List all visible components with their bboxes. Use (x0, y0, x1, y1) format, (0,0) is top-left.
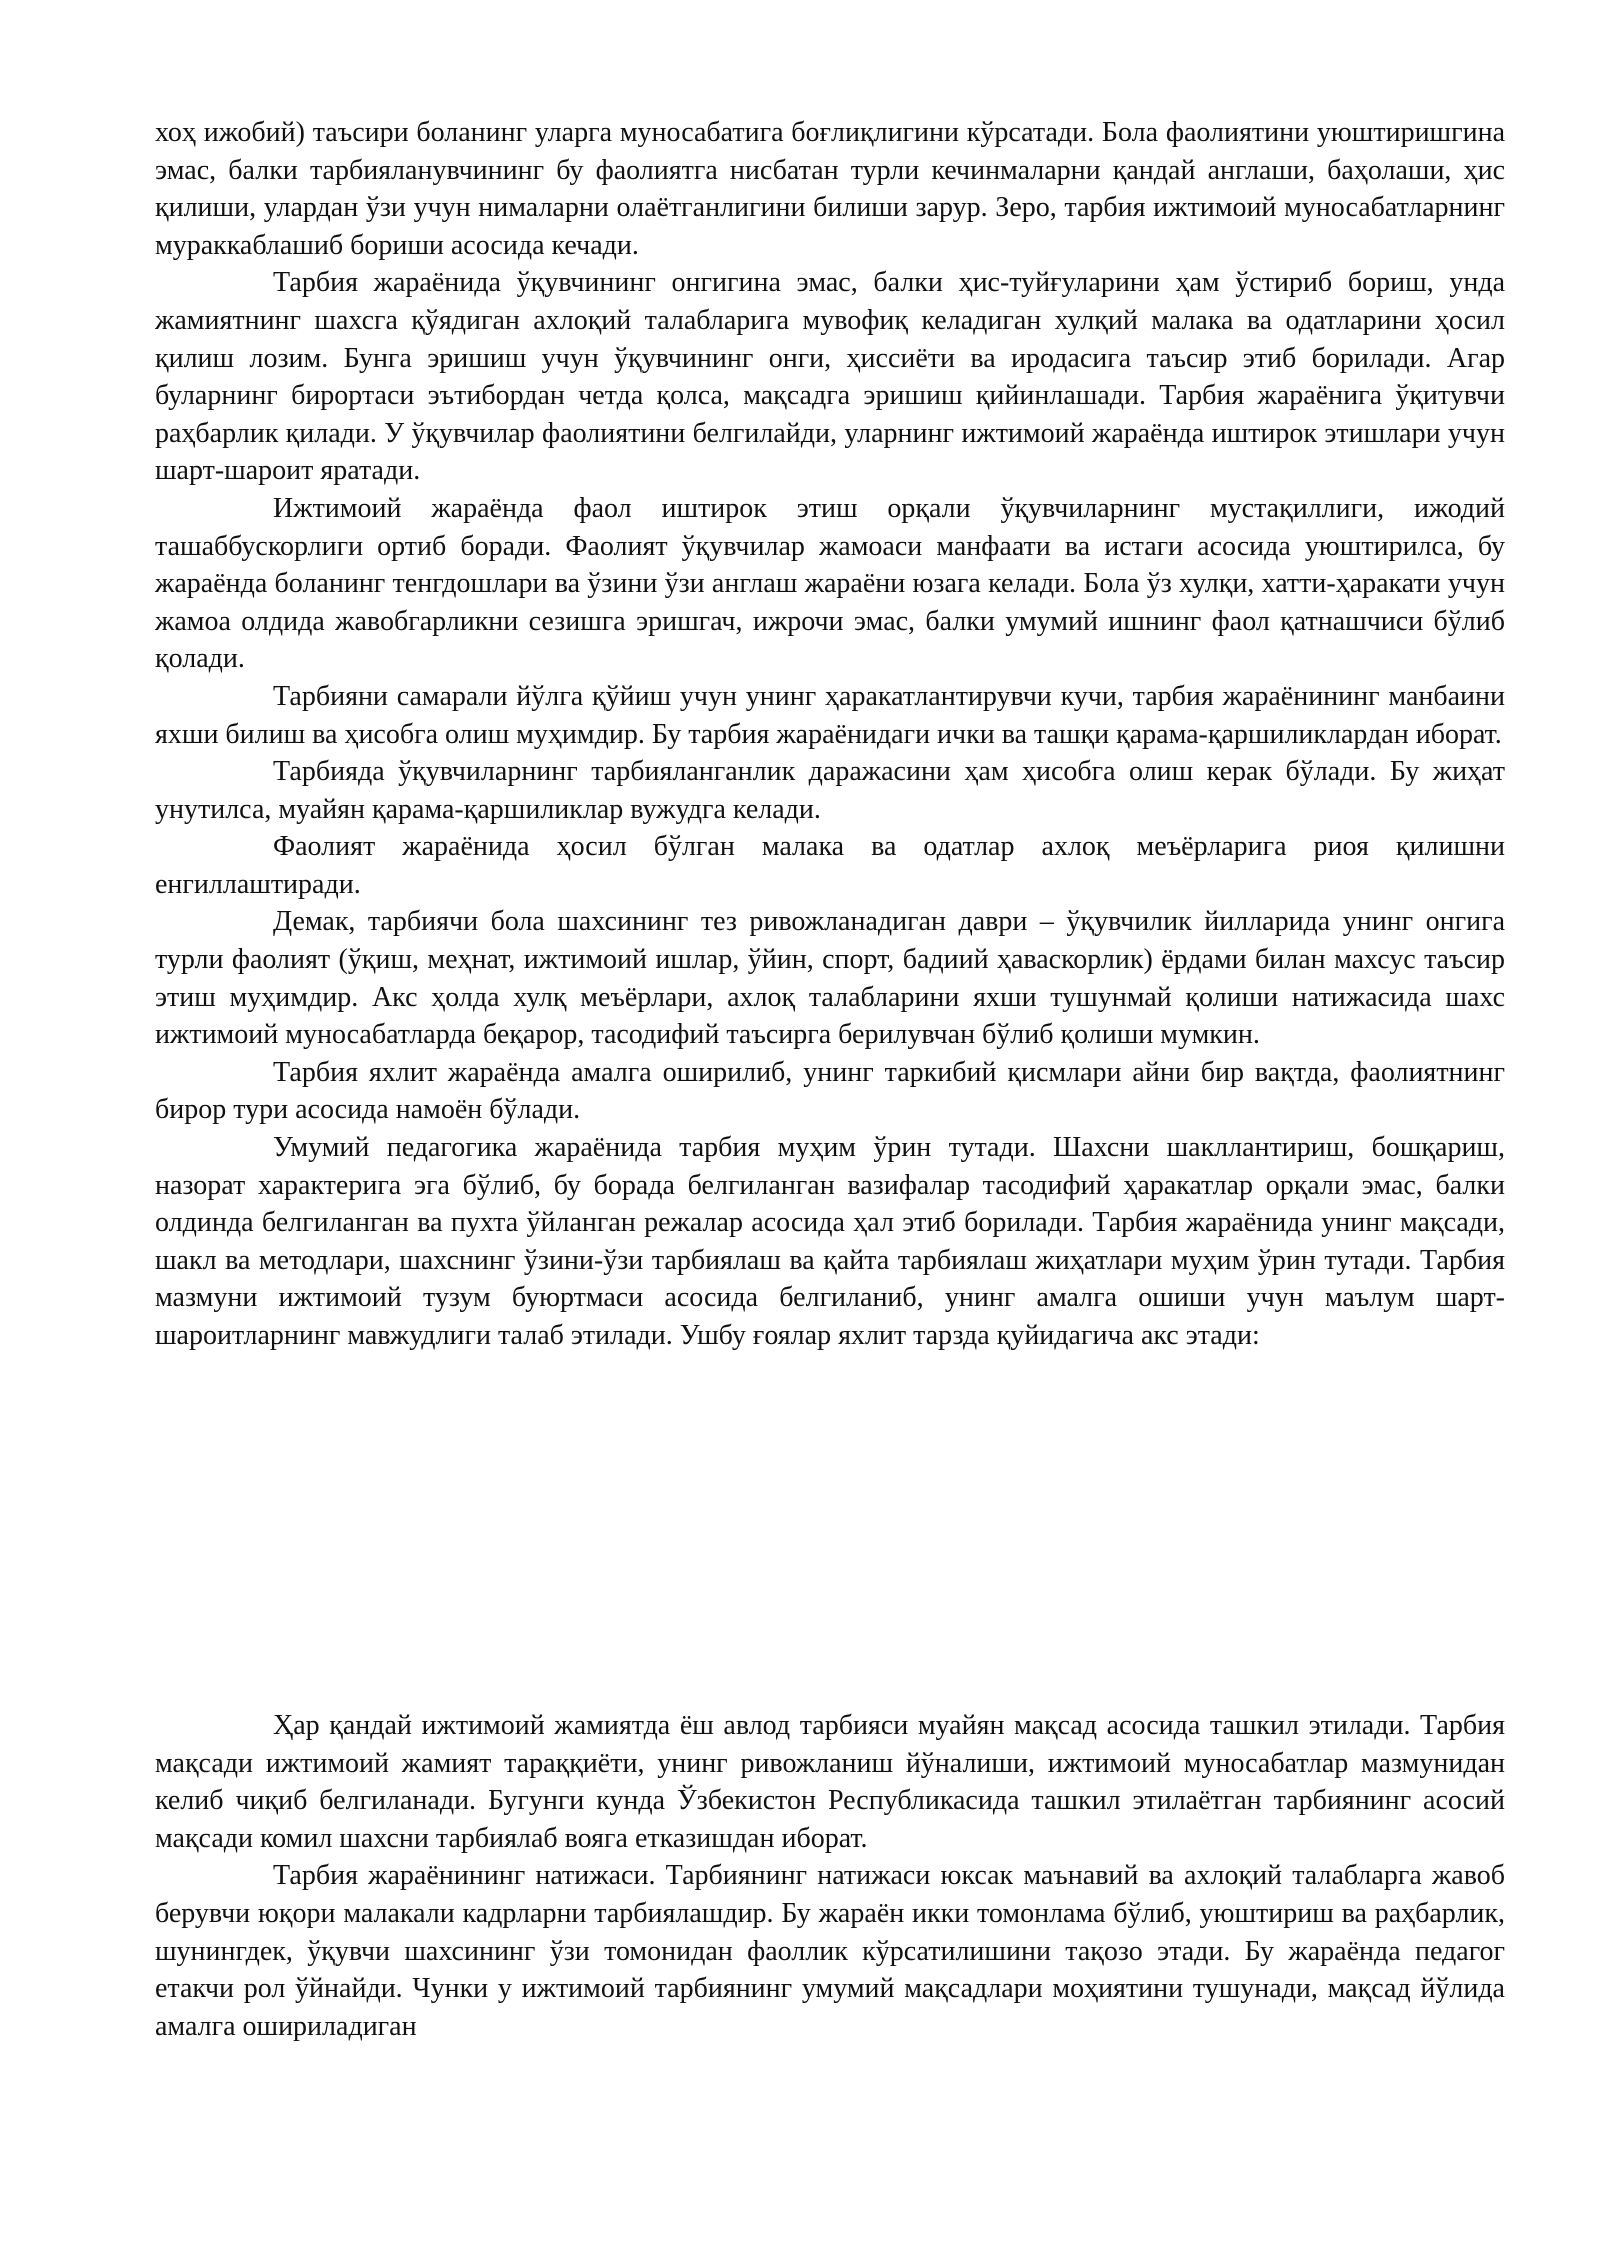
paragraph: Ҳар қандай ижтимоий жамиятда ёш авлод тарбияси муайян мақсад асосида ташкил этилади. Тарбия мақсади ижтимоий жамият тараққиёти, унинг ривожланиш йўналиши, ижтимоий муносабатлар мазмунидан келиб чиқиб белгиланади. Бугунги кунда Ўзбекистон Республикасида ташкил этилаётган тарбиянинг асосий мақсади комил шахсни тарбиялаб вояга етказишдан иборат. (155, 1710, 1505, 1854)
paragraph: Тарбия жараёнида ўқувчининг онгигина эмас, балки ҳис-туйғуларини ҳам ўстириб бориш, унда жамиятнинг шахсга қўядиган ахлоқий талабларига мувофиқ келадиган хулқий малака ва одатларини ҳосил қилиш лозим. Бунга эришиш учун ўқувчининг онги, ҳиссиёти ва иродасига таъсир этиб борилади. Агар буларнинг бирортаси эътибордан четда қолса, мақсадга эришиш қийинлашади. Тарбия жараёнига ўқитувчи раҳбарлик қилади. У ўқувчилар фаолиятини белгилайди, уларнинг ижтимоий жараёнда иштирок этишлари учун шарт-шароит яратади. (155, 267, 1505, 487)
text-block-bottom (155, 1707, 1505, 2045)
paragraph: Ижтимоий жараёнда фаол иштирок этиш орқали ўқувчиларнинг мустақиллиги, ижодий ташаббускорлиги ортиб боради. Фаолият ўқувчилар жамоаси манфаати ва истаги асосида уюштирилса, бу жараёнда боланинг тенгдошлари ва ўзини ўзи англаш жараёни юзага келади. Бола ўз хулқи, хатти-ҳаракати учун жамоа олдида жавобгарликни сезишга эришгач, ижрочи эмас, балки умумий ишнинг фаол қатнашчиси бўлиб қолади. (155, 492, 1505, 675)
paragraph: Демак, тарбиячи бола шахсининг тез ривожланадиган даври – ўқувчилик йилларида унинг онгига турли фаолият (ўқиш, меҳнат, ижтимоий ишлар, ўйин, спорт, бадиий ҳаваскорлик) ёрдами билан махсус таъсир этиш муҳимдир. Акс ҳолда хулқ меъёрлари, ахлоқ талабларини яхши тушунмай қолиши натижасида шахс ижтимоий муносабатларда беқарор, тасодифий таъсирга берилувчан бўлиб қолиши мумкин. (155, 906, 1505, 1051)
paragraph: Фаолият жараёнида ҳосил бўлган малака ва одатлар ахлоқ меъёрларига риоя қилишни енгиллаштиради. (155, 831, 1505, 900)
paragraph: Умумий педагогика жараёнида тарбия муҳим ўрин тутади. Шахсни шакллантириш, бошқариш, назорат характерига эга бўлиб, бу борада белгиланган вазифалар тасодифий ҳаракатлар орқали эмас, балки олдинда белгиланган ва пухта ўйланган режалар асосида ҳал этиб борилади. Тарбия жараёнида унинг мақсади, шакл ва методлари, шахснинг ўзини-ўзи тарбиялаш ва қайта тарбиялаш жиҳатлари муҳим ўрин тутади. Тарбия мазмуни ижтимоий тузум буюртмаси асосида белгиланиб, унинг амалга ошиши учун маълум шарт-шароитларнинг мавжудлиги талаб этилади. Ушбу ғоялар яхлит тарзда қуйидагича акс этади: (155, 1132, 1505, 1351)
paragraph: хоҳ ижобий) таъсири боланинг уларга муносабатига боғлиқлигини кўрсатади. Бола фаолиятини уюштиришгина эмас, балки тарбияланувчининг бу фаолиятга нисбатан турли кечинмаларни қандай англаши, баҳолаши, ҳис қилиши, улардан ўзи учун нималарни олаётганлигини билиши зарур. Зеро, тарбия ижтимоий муносабатларнинг мураккаблашиб бориши асосида кечади. (155, 117, 1505, 261)
paragraph: Тарбия яхлит жараёнда амалга оширилиб, унинг таркибий қисмлари айни бир вақтда, фаолиятнинг бирор тури асосида намоён бўлади. (155, 1056, 1505, 1126)
paragraph: Тарбияни самарали йўлга қўйиш учун унинг ҳаракатлантирувчи кучи, тарбия жараёнининг манбаини яхши билиш ва ҳисобга олиш муҳимдир. Бу тарбия жараёнидаги ички ва ташқи қарама-қаршиликлардан иборат. (155, 680, 1505, 750)
paragraph: Тарбияда ўқувчиларнинг тарбияланганлик даражасини ҳам ҳисобга олиш керак бўлади. Бу жиҳат унутилса, муайян қарама-қаршиликлар вужудга келади. (155, 756, 1505, 825)
text-block-top (155, 114, 1505, 1355)
paragraph: Тарбия жараёнининг натижаси. Тарбиянинг натижаси юксак маънавий ва ахлоқий талабларга жавоб берувчи юқори малакали кадрларни тарбиялашдир. Бу жараён икки томонлама бўлиб, уюштириш ва раҳбарлик, шунингдек, ўқувчи шахсининг ўзи томонидан фаоллик кўрсатилишини тақозо этади. Бу жараёнда педагог етакчи рол ўйнайди. Чунки у ижтимоий тарбиянинг умумий мақсадлари моҳиятини тушунади, мақсад йўлида амалга ошириладиган (155, 1860, 1505, 2042)
